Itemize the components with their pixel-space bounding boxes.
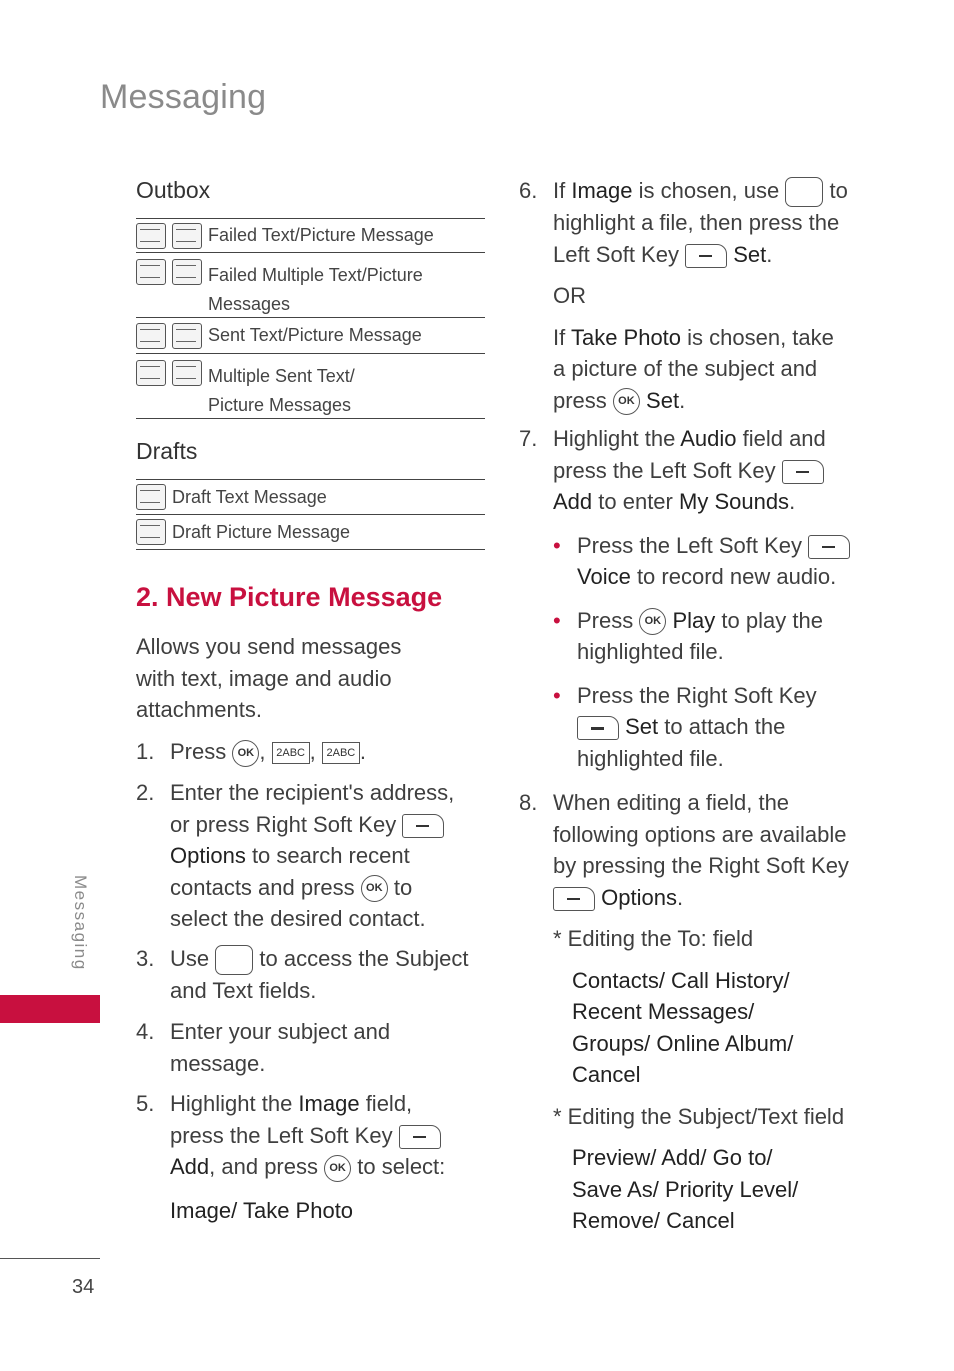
multiple-sent-icon bbox=[136, 360, 166, 386]
left-soft-key-icon bbox=[399, 1125, 441, 1149]
drafts-heading: Drafts bbox=[136, 438, 198, 464]
page-title: Messaging bbox=[100, 78, 267, 116]
left-soft-key-icon bbox=[782, 460, 824, 484]
subject-field-options: Preview/ Add/ Go to/ Save As/ Priority Level/ Remove/ Cancel bbox=[572, 1145, 799, 1233]
ok-key-icon: OK bbox=[361, 875, 388, 902]
failed-multiple-icon bbox=[136, 259, 166, 285]
side-tab-label: Messaging bbox=[71, 875, 90, 971]
outbox-row: Multiple Sent Text/ Picture Messages bbox=[136, 353, 485, 419]
sent-message-icon bbox=[136, 323, 166, 349]
draft-picture-icon bbox=[136, 519, 166, 545]
footer-divider bbox=[0, 1258, 100, 1259]
right-soft-key-icon bbox=[402, 814, 444, 838]
outbox-row: Failed Multiple Text/Picture Messages bbox=[136, 252, 485, 317]
draft-text-icon bbox=[136, 484, 166, 510]
outbox-table bbox=[136, 218, 485, 419]
key-2-icon: 2ABC bbox=[322, 742, 360, 764]
key-2-icon: 2ABC bbox=[272, 742, 310, 764]
failed-multiple-picture-icon bbox=[172, 259, 202, 285]
step-3: 3. Use to access the Subject and Text fields. bbox=[136, 946, 469, 1004]
failed-message-icon bbox=[136, 223, 166, 249]
section-title: 2. New Picture Message bbox=[136, 582, 443, 612]
bullet-item: • Press OK Play to play the highlighted file. bbox=[553, 607, 823, 664]
drafts-table bbox=[136, 479, 485, 550]
bullet-item: • Press the Right Soft Key Set to attach the highlighted file. bbox=[553, 682, 817, 771]
ok-key-icon: OK bbox=[232, 740, 259, 767]
ok-key-icon: OK bbox=[324, 1155, 351, 1182]
to-field-options: Contacts/ Call History/ Recent Messages/ Groups/ Online Album/ Cancel bbox=[572, 967, 794, 1087]
left-soft-key-icon bbox=[685, 244, 727, 268]
drafts-row: Draft Text Message bbox=[136, 479, 485, 514]
side-tab-marker bbox=[0, 995, 100, 1023]
step-1: 1. Press OK , 2ABC , 2ABC . bbox=[136, 736, 496, 768]
ok-key-icon: OK bbox=[613, 388, 640, 415]
step-2: 2. Enter the recipient's address, or press Right Soft Key Options to search recent contacts and press OK to select the desired contact. bbox=[136, 780, 455, 931]
section-intro: Allows you send messages with text, image and audio attachments. bbox=[136, 634, 402, 722]
sent-picture-icon bbox=[172, 323, 202, 349]
multiple-sent-picture-icon bbox=[172, 360, 202, 386]
left-soft-key-icon bbox=[808, 535, 850, 559]
bullet-item: • Press the Left Soft Key Voice to record new audio. bbox=[553, 530, 879, 593]
drafts-row: Draft Picture Message bbox=[136, 514, 485, 550]
ok-key-icon: OK bbox=[639, 608, 666, 635]
outbox-row: Failed Text/Picture Message bbox=[136, 218, 485, 252]
page-number: 34 bbox=[72, 1276, 95, 1298]
step-4: 4. Enter your subject and message. bbox=[136, 1019, 391, 1076]
step-7: 7. Highlight the Audio field and press the Left Soft Key Add to enter My Sounds. • Press the Left Soft Key Voice to record new audio. • Press OK Play to play the highlighted file. • Press the Right Soft Key Set to attach the highlighted file. bbox=[519, 423, 879, 774]
step-5: 5. Highlight the Image field, press the Left Soft Key Add, and press OK to select: Image/ Take Photo bbox=[136, 1091, 446, 1223]
navigation-key-icon bbox=[785, 177, 823, 207]
failed-picture-icon bbox=[172, 223, 202, 249]
step-8: 8. When editing a field, the following options are available by pressing the Right Soft Key Options. * Editing the To: field Contacts/ Call History/ Recent Messages/ Groups/ Online Album/ Cancel * Editing the Subject/Text field Preview/ Add/ Go to/ Save As/ Priority Level/ Remove/ Cancel bbox=[519, 787, 879, 1237]
step-6: 6. If Image is chosen, use to highlight a file, then press the Left Soft Key Set. OR If Take Photo is chosen, take a picture of the subject and press OK Set. bbox=[519, 175, 879, 416]
navigation-key-icon bbox=[215, 945, 253, 975]
right-soft-key-icon bbox=[553, 887, 595, 911]
outbox-row: Sent Text/Picture Message bbox=[136, 317, 485, 353]
outbox-heading: Outbox bbox=[136, 177, 211, 203]
right-soft-key-icon bbox=[577, 716, 619, 740]
